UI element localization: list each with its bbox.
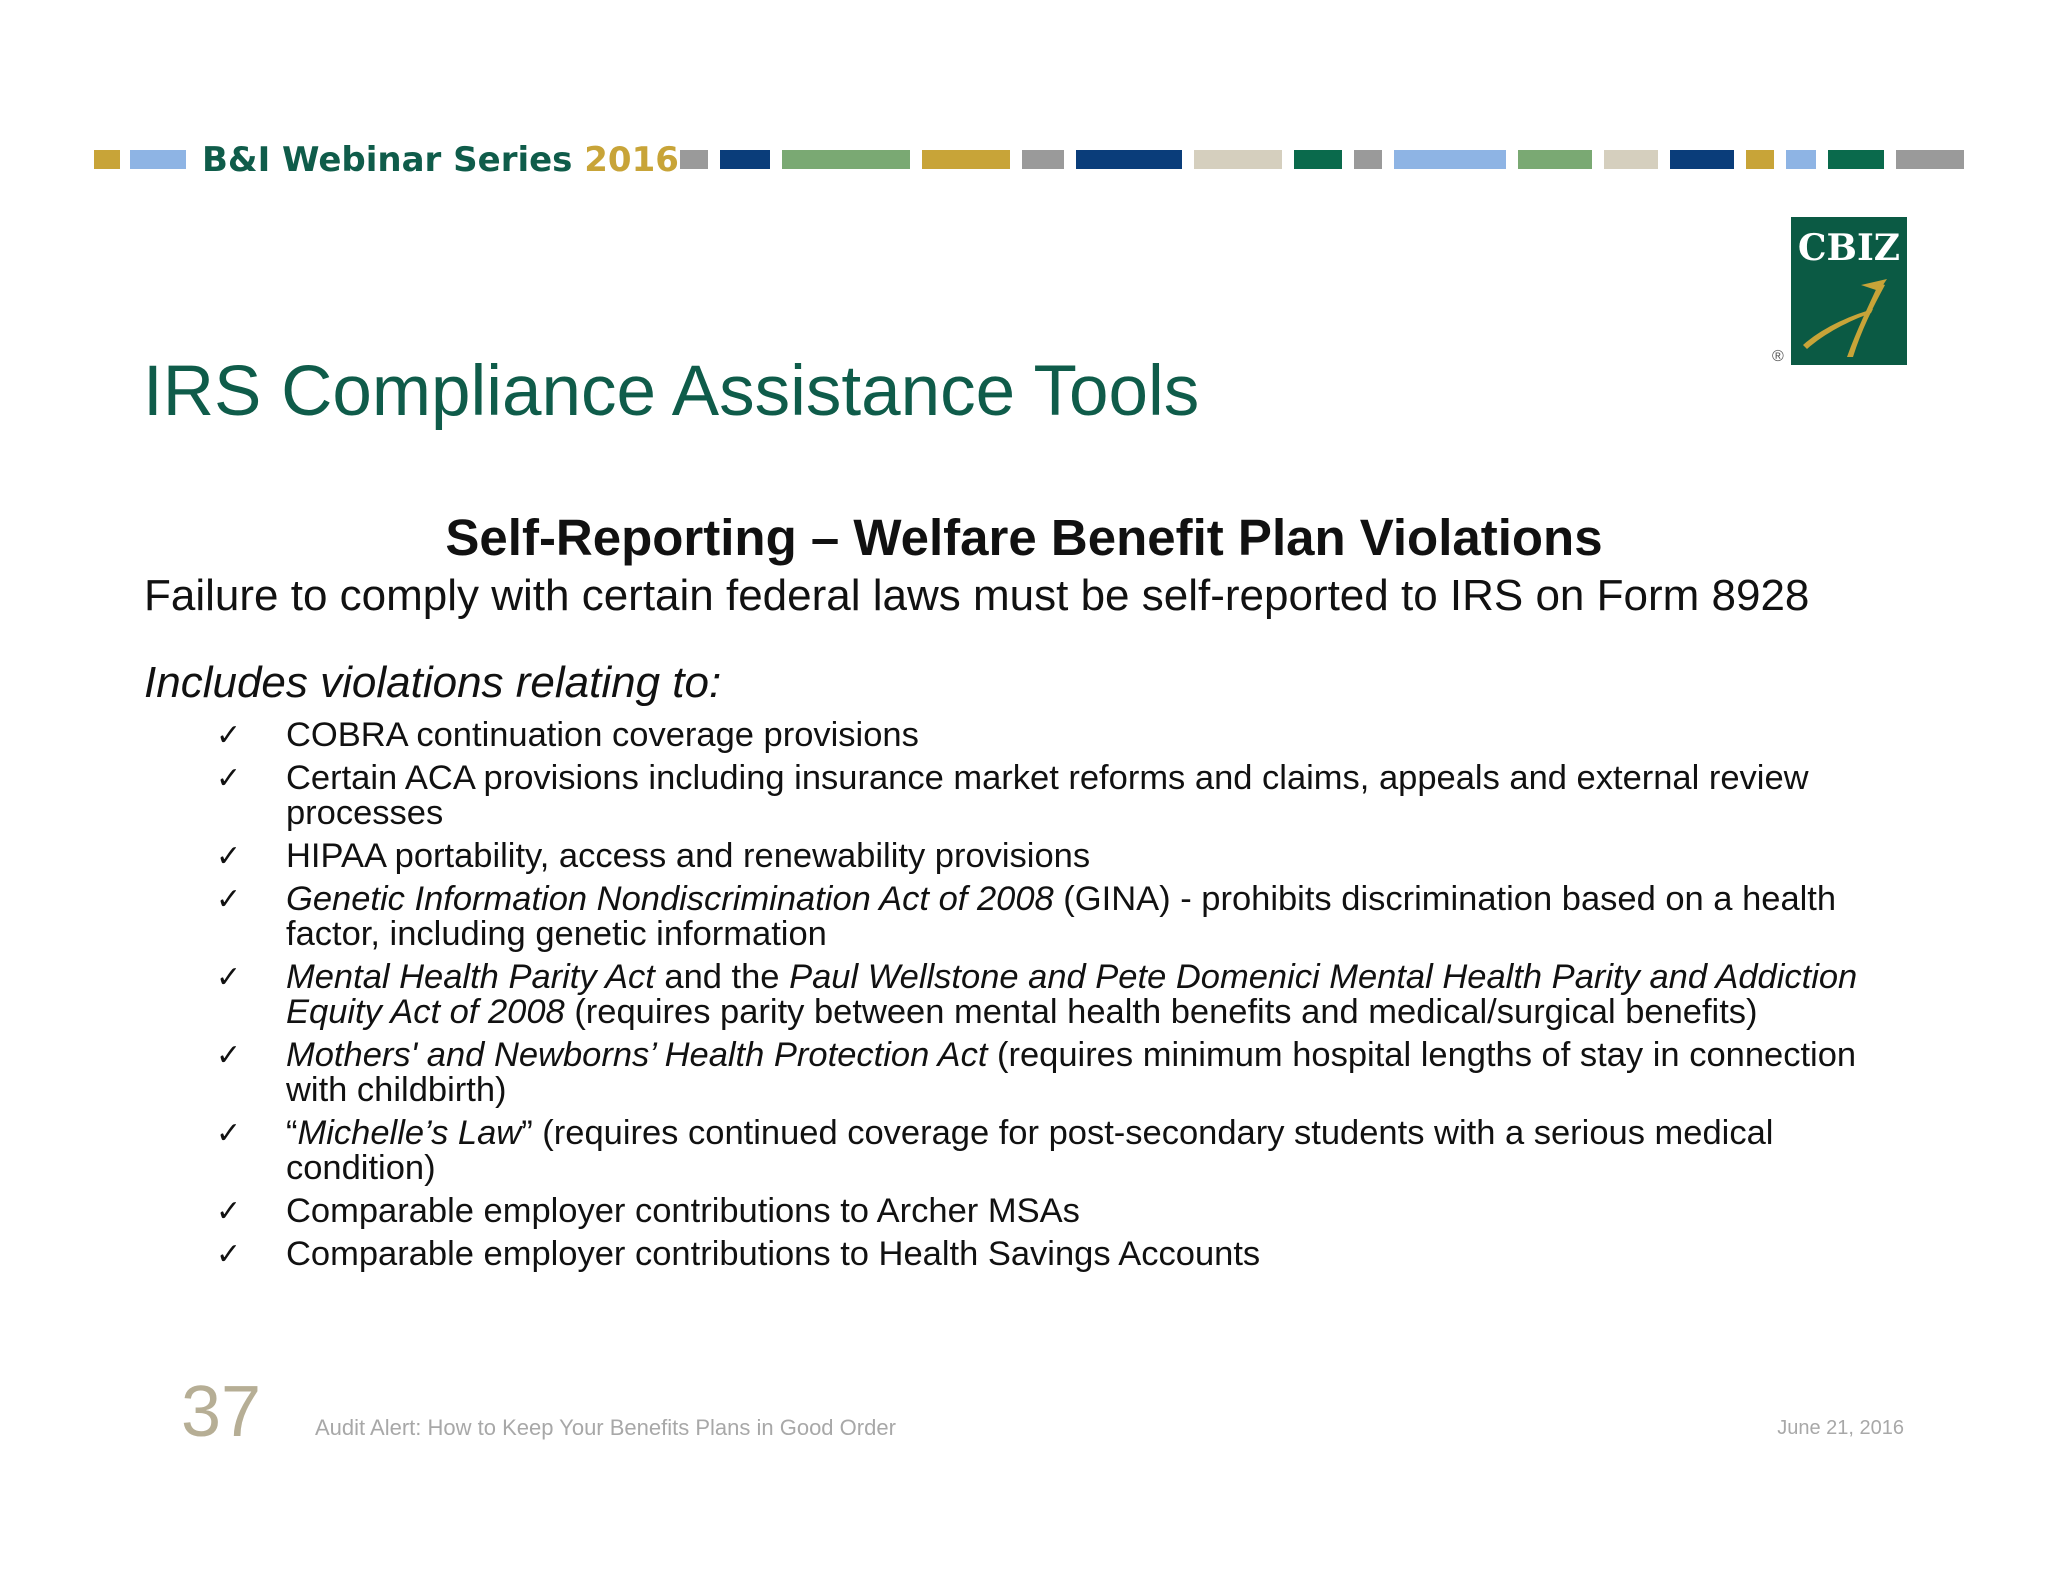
banner-stripe (1022, 150, 1064, 169)
logo-wordmark: CBIZ (1797, 227, 1901, 269)
banner-stripe (1294, 150, 1342, 169)
footer-presentation-title: Audit Alert: How to Keep Your Benefits Plans in Good Order (315, 1415, 896, 1440)
series-year: 2016 (584, 140, 679, 180)
banner-stripe (1828, 150, 1884, 169)
banner-stripe (1896, 150, 1964, 169)
quote-mark: “ (286, 1114, 298, 1152)
series-banner (94, 138, 1964, 182)
series-name: B&I Webinar Series (202, 140, 573, 180)
list-item (216, 1194, 1916, 1229)
item-text: (requires minimum hospital lengths of stay in connection with childbirth) (286, 1036, 1857, 1109)
list-item (216, 761, 1916, 831)
banner-stripe (1394, 150, 1506, 169)
item-text: Comparable employer contributions to Archer MSAs (286, 1192, 1080, 1230)
slide-subtitle: Self-Reporting – Welfare Benefit Plan Violations (445, 509, 1603, 566)
page-number: 37 (181, 1372, 262, 1452)
intro-text: Failure to comply with certain federal laws must be self-reported to IRS on Form 8928 (144, 571, 1810, 620)
banner-stripe (1076, 150, 1182, 169)
act-name: Genetic Information Nondiscrimination Act of 2008 (286, 880, 1054, 918)
item-text: HIPAA portability, access and renewability provisions (286, 837, 1091, 875)
banner-stripe (782, 150, 910, 169)
list-item (216, 839, 1916, 874)
banner-stripe (1604, 150, 1658, 169)
banner-stripe (1786, 150, 1816, 169)
banner-stripe (1746, 150, 1774, 169)
check-icon: ✓ (216, 960, 242, 995)
list-item (216, 1116, 1916, 1186)
list-item (216, 1237, 1916, 1272)
logo-swoosh-icon (1791, 217, 1907, 365)
item-text: and the (654, 958, 790, 996)
act-name: Paul Wellstone and Pete Domenici Mental Health Parity and Addiction Equity Act of 2008 (286, 958, 1858, 1031)
banner-stripe (94, 150, 120, 169)
banner-stripe (720, 150, 770, 169)
act-name: Mental Health Parity Act (286, 958, 655, 996)
registered-mark: ® (1772, 348, 1784, 365)
banner-stripe (1670, 150, 1734, 169)
check-icon: ✓ (216, 882, 242, 917)
footer-date: June 21, 2016 (1777, 1417, 1904, 1439)
check-icon: ✓ (216, 839, 242, 874)
banner-stripe (680, 150, 708, 169)
item-text: (GINA) - prohibits discrimination based on a health factor, including genetic information (286, 880, 1837, 953)
page-title: IRS Compliance Assistance Tools (143, 352, 1200, 431)
check-icon: ✓ (216, 761, 242, 796)
act-name: Mothers' and Newborns’ Health Protection Act (286, 1036, 988, 1074)
list-item (216, 960, 1916, 1030)
item-text: Comparable employer contributions to Health Savings Accounts (286, 1235, 1261, 1273)
banner-stripe (1518, 150, 1592, 169)
check-icon: ✓ (216, 1038, 242, 1073)
banner-stripe (1354, 150, 1382, 169)
item-text: Certain ACA provisions including insurance market reforms and claims, appeals and external review processes (286, 759, 1809, 832)
item-text: ” (requires continued coverage for post-secondary students with a serious medical condition) (286, 1114, 1774, 1187)
series-title (202, 138, 679, 182)
list-item (216, 882, 1916, 952)
banner-stripe (1194, 150, 1282, 169)
violations-list (216, 718, 1916, 1280)
check-icon: ✓ (216, 1194, 242, 1229)
banner-stripe (922, 150, 1010, 169)
list-item (216, 1038, 1916, 1108)
banner-stripe (130, 150, 186, 169)
item-text: (requires parity between mental health benefits and medical/surgical benefits) (564, 993, 1758, 1031)
check-icon: ✓ (216, 1116, 242, 1151)
logo-box (1791, 217, 1907, 365)
cbiz-logo (1772, 214, 1910, 370)
list-item (216, 718, 1916, 753)
item-text: COBRA continuation coverage provisions (286, 716, 919, 754)
act-name: Michelle’s Law (297, 1114, 522, 1152)
list-lead: Includes violations relating to: (144, 658, 722, 707)
check-icon: ✓ (216, 718, 242, 753)
check-icon: ✓ (216, 1237, 242, 1272)
